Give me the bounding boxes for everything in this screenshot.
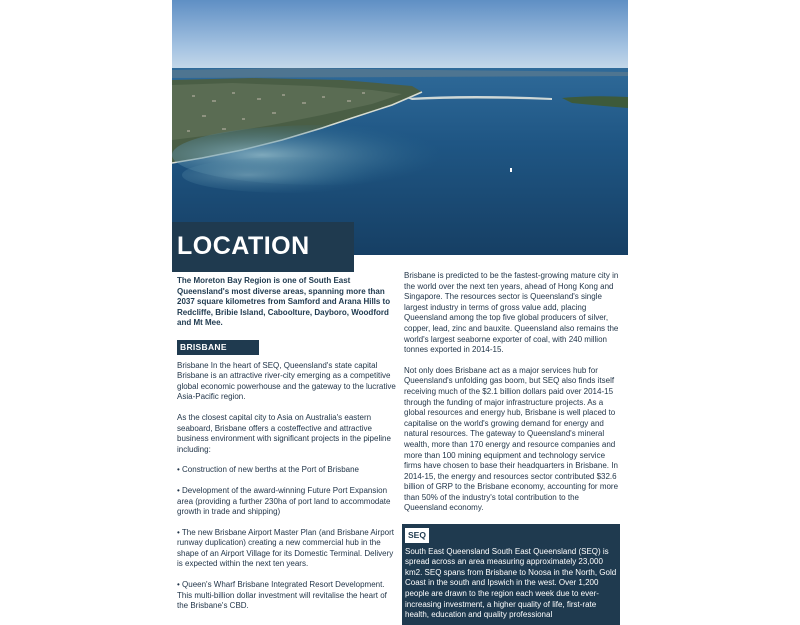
brisbane-bullet-2: • Development of the award-winning Future Port Expansion area (providing a further 230ha of port land to accommodate growth in trade and shipping): [177, 485, 391, 517]
brisbane-paragraph-2: As the closest capital city to Asia on Australia's eastern seaboard, Brisbane offers a costeffective and attractive business environment with significant projects in the pipeline including:: [177, 412, 391, 454]
seq-paragraph: South East Queensland South East Queensland (SEQ) is spread across an area measuring approximately 23,000 km2. SEQ spans from Brisbane to Noosa in the North, Gold Coast in the south and Ipswich in the west. Over 1,200 people are drawn to the region each week due to ever-increasing investment, a higher quality of life, first-rate health, education and quality professional: [405, 546, 617, 620]
brisbane-bullet-3: • The new Brisbane Airport Master Plan (and Brisbane Airport runway duplication) creating a new commercial hub in the shape of an Airport Village for its Domestic Terminal. Delivery is expected within the next ten years.: [177, 527, 394, 569]
resources-paragraph: Not only does Brisbane act as a major services hub for Queensland's unfolding gas boom, but SEQ also finds itself receiving much of the $2.1 billion dollars paid over 2014-15 through the funding of major infrastructure projects. As a global resources and energy hub, Brisbane is well placed to capitalise on the world's growing demand for energy and natural resources. The gateway to Queensland's mineral wealth, more than 170 energy and resource companies and more than 100 mining equipment and technology service firms have chosen to base their headquarters in Brisbane. In 2014-15, the energy and resources sector contributed $32.6 billion of GRP to the Brisbane economy, accounting for more than 50% of the industry's total contribution to the Queensland economy.: [404, 365, 619, 513]
growth-paragraph: Brisbane is predicted to be the fastest-growing mature city in the world over the next ten years, ahead of Hong Kong and Singapore. The resources sector is Queensland's single largest industry in terms of gross value add, placing Queensland among the top five global producers of silver, copper, lead, zinc and bauxite. Queensland also remains the world's largest seaborne exporter of coal, with 240 million tonnes exported in 2014-15.: [404, 271, 619, 355]
brochure-page: [172, 0, 628, 620]
brisbane-bullet-4: • Queen's Wharf Brisbane Integrated Resort Development. This multi-billion dollar investment will revitalise the heart of the Brisbane's CBD.: [177, 580, 387, 611]
brisbane-bullet-1: • Construction of new berths at the Port of Brisbane: [177, 465, 360, 475]
page-title: LOCATION: [177, 232, 310, 260]
brisbane-paragraph-1: Brisbane In the heart of SEQ, Queensland's state capital Brisbane is an attractive river-city emerging as a competitive global economic powerhouse and the gateway to the lucrative Asia-Pacific region.: [177, 360, 396, 402]
section-title-box: [172, 222, 354, 272]
aerial-bay-image: [172, 0, 628, 255]
brisbane-heading: BRISBANE: [177, 340, 259, 355]
right-column: [404, 271, 622, 625]
left-column: [177, 276, 399, 622]
aerial-bay-photo: [172, 0, 628, 255]
seq-section: [402, 524, 620, 625]
intro-paragraph: The Moreton Bay Region is one of South East Queensland's most diverse areas, spanning more than 2037 square kilometres from Samford and Arana Hills to Redcliffe, Bribie Island, Caboolture, Dayboro, Woodford and Mt Mee.: [177, 276, 391, 328]
seq-heading: SEQ: [404, 527, 430, 544]
